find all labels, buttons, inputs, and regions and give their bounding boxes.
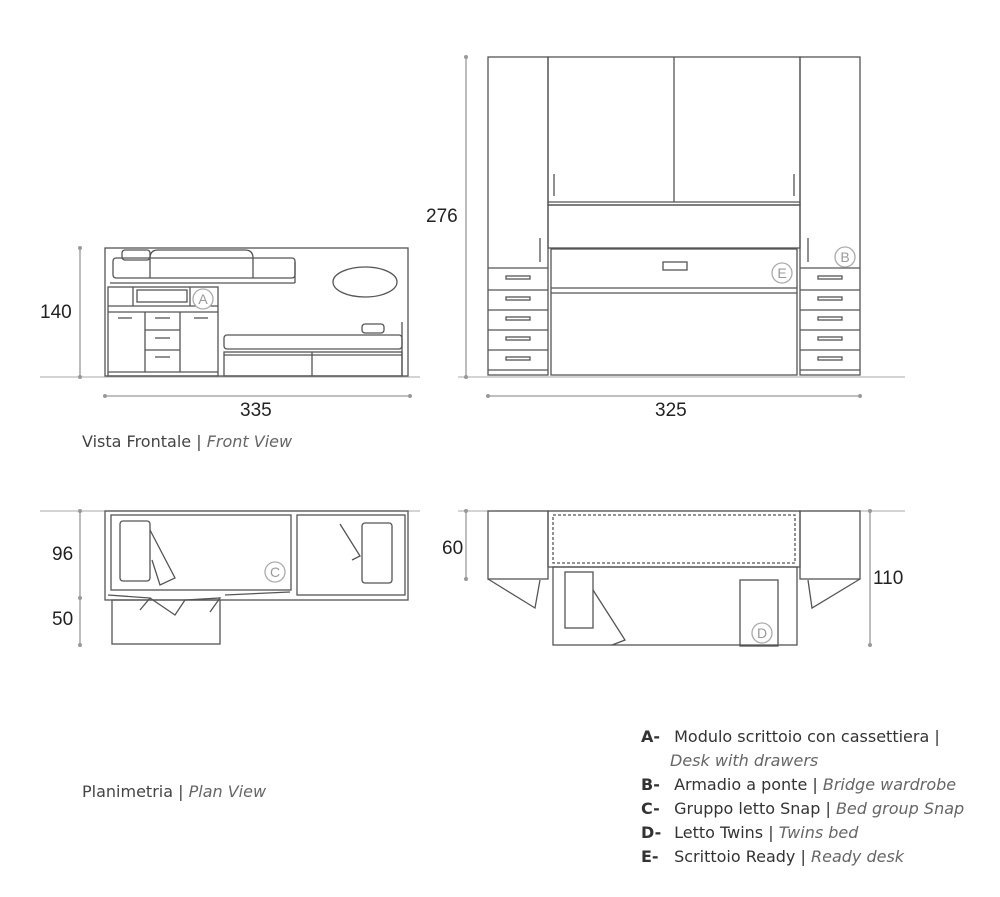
legend-separator: |: [812, 775, 818, 794]
legend-item-d: [641, 821, 991, 845]
legend-key: A-: [641, 727, 661, 746]
legend-key: E-: [641, 847, 659, 866]
callout-d: D: [756, 625, 768, 641]
dim-front-right-width: 325: [655, 400, 687, 421]
callout-a: A: [198, 291, 208, 307]
legend-item-a: [641, 725, 991, 749]
plan-view-separator: |: [178, 782, 184, 801]
legend: [641, 725, 991, 869]
plan-view-caption: [82, 782, 266, 801]
legend-text-it: Armadio a ponte: [674, 775, 808, 794]
front-view-separator: |: [196, 432, 202, 451]
legend-item-c: [641, 797, 991, 821]
front-view-label-en: Front View: [206, 432, 293, 451]
legend-text-en: Bed group Snap: [835, 799, 965, 818]
legend-item-b: [641, 773, 991, 797]
legend-text-en: Ready desk: [810, 847, 905, 866]
front-view-label-it: Vista Frontale: [82, 432, 192, 451]
legend-key: C-: [641, 799, 660, 818]
legend-text-en: Bridge wardrobe: [822, 775, 957, 794]
legend-key: D-: [641, 823, 662, 842]
legend-item-a-en: [641, 749, 991, 773]
front-view-right-drawing: [458, 57, 905, 396]
dim-plan-right-total: 110: [873, 568, 904, 589]
legend-separator: |: [934, 727, 940, 746]
dim-front-left-height: 140: [40, 302, 72, 323]
legend-text-it: Modulo scrittoio con cassettiera: [674, 727, 930, 746]
legend-key: B-: [641, 775, 660, 794]
callout-b: B: [840, 249, 850, 265]
plan-view-label-en: Plan View: [188, 782, 267, 801]
legend-text-it: Letto Twins: [674, 823, 764, 842]
legend-separator: |: [768, 823, 774, 842]
dim-front-right-height: 276: [426, 206, 458, 227]
dim-plan-right-depth: 60: [442, 538, 464, 559]
callout-c: C: [269, 564, 281, 580]
legend-text-it: Gruppo letto Snap: [674, 799, 821, 818]
plan-view-label-it: Planimetria: [82, 782, 174, 801]
front-view-caption: [82, 432, 292, 451]
legend-separator: |: [825, 799, 831, 818]
legend-text-it: Scrittoio Ready: [674, 847, 796, 866]
dim-plan-left-extra: 50: [52, 609, 74, 630]
legend-text-en: Twins bed: [778, 823, 859, 842]
legend-separator: |: [800, 847, 806, 866]
plan-view-left-drawing: [40, 511, 420, 645]
legend-item-e: [641, 845, 991, 869]
plan-view-right-drawing: [458, 511, 905, 646]
callout-e: E: [777, 265, 787, 281]
dim-plan-left-depth: 96: [52, 544, 74, 565]
front-view-left-drawing: [40, 248, 420, 396]
dim-front-left-width: 335: [240, 400, 272, 421]
legend-text-en: Desk with drawers: [670, 751, 819, 770]
